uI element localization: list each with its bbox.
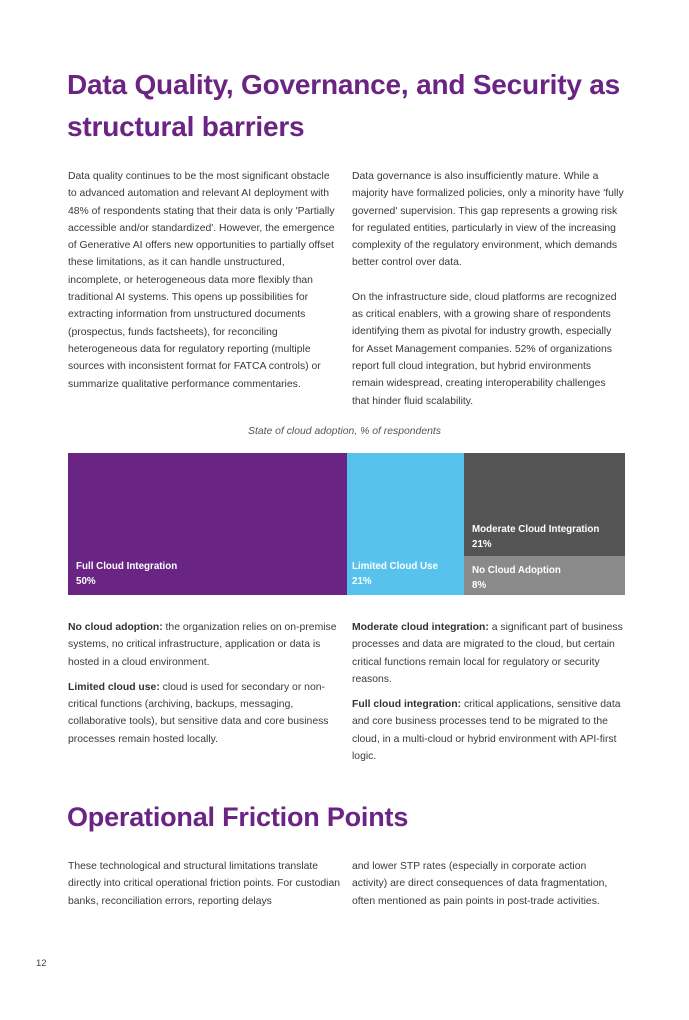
definition-term: Moderate cloud integration: bbox=[352, 622, 489, 633]
definition-moderate-cloud bbox=[352, 619, 624, 688]
cell-label-name: No Cloud Adoption bbox=[472, 565, 561, 576]
paragraph: On the infrastructure side, cloud platforms are recognized as critical enablers, with a growing share of respondents identifying them as pivotal for industry growth, especially for Asset Management companies. 52% of organizations report full cloud integration, but hybrid environments remain widespread, creating interoperability challenges that hinder fluid scalability. bbox=[352, 291, 617, 407]
cell-label bbox=[472, 522, 599, 552]
cell-label-value: 21% bbox=[472, 539, 492, 550]
chart-title: State of cloud adoption, % of respondents bbox=[248, 426, 441, 437]
section-title: Operational Friction Points bbox=[67, 802, 409, 832]
definition-text: critical applications, sensitive data and core business processes tend to be migrated to the cloud, in a multi-cloud or hybrid environment with API-first logic. bbox=[352, 699, 621, 763]
page-number: 12 bbox=[36, 958, 47, 969]
intro-left-column bbox=[68, 168, 340, 393]
cell-label-name: Limited Cloud Use bbox=[352, 561, 439, 572]
paragraph: Data governance is also insufficiently mature. While a majority have formalized policies, only a minority have 'fully governed' supervision. This gap represents a growing risk for regulated entities, particularly in view of the increasing complexity of the regulatory environment, which demands better control over data. bbox=[352, 171, 624, 269]
treemap-cell-moderate-cloud bbox=[464, 453, 625, 556]
section-title: Data Quality, Governance, and Security as structural barriers bbox=[67, 69, 621, 142]
definition-term: Limited cloud use: bbox=[68, 681, 160, 693]
definitions-left-column bbox=[68, 619, 340, 748]
intro-right-column bbox=[352, 168, 624, 410]
cell-label-name: Full Cloud Integration bbox=[76, 561, 178, 572]
definitions-right-column bbox=[352, 619, 624, 765]
definition-full-cloud bbox=[352, 696, 624, 765]
treemap-cell-limited-cloud bbox=[347, 453, 464, 595]
cell-label bbox=[76, 559, 177, 589]
definition-no-cloud bbox=[68, 619, 340, 671]
cell-label bbox=[472, 563, 561, 593]
treemap-cell-full-cloud bbox=[68, 453, 347, 595]
paragraph: Data quality continues to be the most significant obstacle to advanced automation and relevant AI deployment with 48% of respondents stating that their data is only 'Partially accessible and/or standardized'. However, the emergence of Generative AI offers new opportunities to partially offset these limitations, as it can handle unstructured, incomplete, or heterogeneous data more flexibly than traditional AI systems. This opens up possibilities for extracting information from unstructured documents (prospectus, funds factsheets), for reconciling heterogeneous data for regulatory reporting (multiple sources with inconsistent format for FATCA controls) or summarize qualitative performance commentaries. bbox=[68, 171, 335, 390]
definition-text: the organization relies on on-premise systems, no critical infrastructure, application or data is hosted in a cloud environment. bbox=[68, 622, 337, 668]
paragraph: These technological and structural limitations translate directly into critical operational friction points. For custodian banks, reconciliation errors, reporting delays bbox=[68, 861, 341, 907]
cell-label-value: 50% bbox=[76, 576, 96, 587]
cloud-adoption-treemap bbox=[68, 453, 625, 595]
definition-term: Full cloud integration: bbox=[352, 699, 462, 711]
definition-text: a significant part of business processes and data are migrated to the cloud, but certain critical functions remain local for regulatory or security reasons. bbox=[352, 622, 623, 685]
definition-text: cloud is used for secondary or non-critical functions (archiving, backups, messaging, collaborative tools), but sensitive data and core business processes remain hosted locally. bbox=[68, 681, 329, 745]
friction-right-column bbox=[352, 858, 624, 910]
friction-left-column bbox=[68, 858, 340, 910]
treemap-cell-no-cloud bbox=[464, 556, 625, 595]
cell-label-name: Moderate Cloud Integration bbox=[472, 524, 600, 535]
cell-label-value: 21% bbox=[352, 576, 372, 587]
definition-term: No cloud adoption: bbox=[68, 622, 163, 633]
cell-label bbox=[352, 559, 438, 589]
definition-limited-cloud bbox=[68, 679, 340, 748]
cell-label-value: 8% bbox=[472, 580, 487, 591]
paragraph: and lower STP rates (especially in corporate action activity) are direct consequences of data fragmentation, often mentioned as pain points in post-trade activities. bbox=[352, 861, 608, 907]
